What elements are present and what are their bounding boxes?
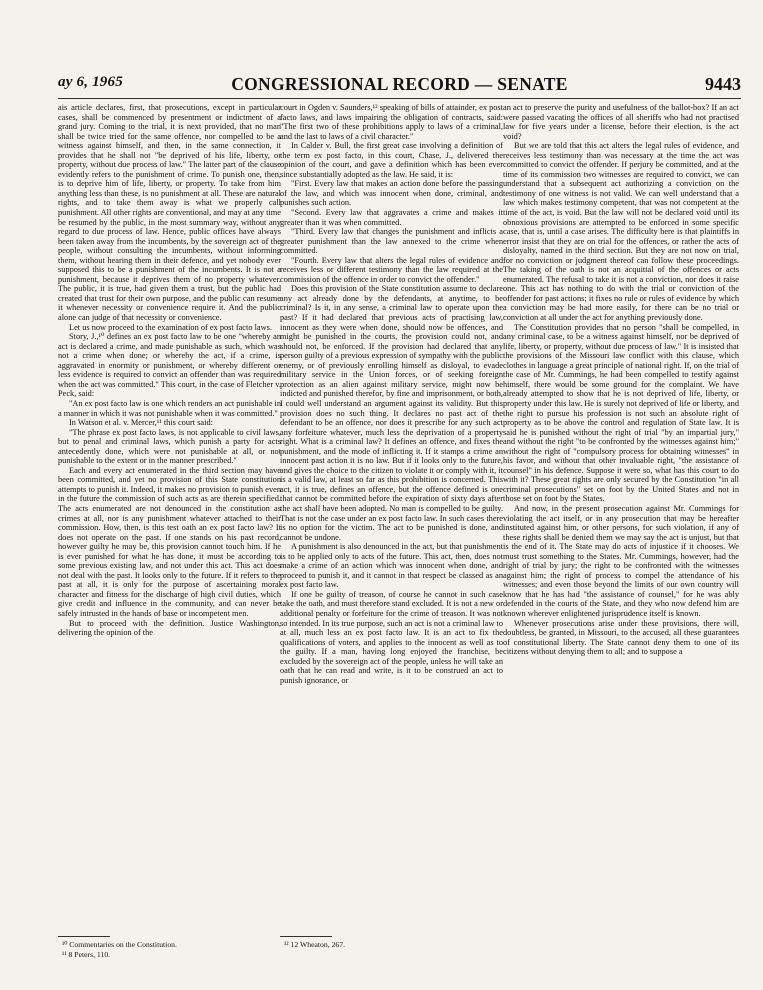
text-column-3: [503, 103, 739, 983]
footnote-10: ¹⁰ Commentaries on the Constitution.: [62, 940, 177, 949]
page-number: 9443: [705, 74, 741, 94]
header-rule: [58, 98, 741, 99]
paragraph: "First. Every law that makes an action done before the passing of the law, and which was innocent when done, criminal, and punishes such action.: [280, 179, 503, 208]
header-title: CONGRESSIONAL RECORD — SENATE: [231, 74, 568, 94]
paragraph: The Constitution provides that no person "shall be compelled, in any criminal case, to be a witness against himself, nor be deprived of life, liberty, or property, without due process of law." It is insisted that the provisions of the Missouri law conflict with this clause, which clothes in language a great principle of national right. If, on the trial of the case of Mr. Cummings, he had been compelled to testify against himself, there would be some ground for the complaint. We have already attempted to show that he is not deprived of life, liberty, or property under this law. He is surely not deprived of life or liberty, and the right to pursue his profession is not such an absolute right of property as to be above the control and regulation of State law. It is said he is punished without the right of trial "by an impartial jury," and without the right "to be confronted by the witnesses against him;" without the right of "compulsory process for obtaining witnesses" in his favor, and without that other invaluable right, "the assistance of counsel" in his defence. Suppose it were so, what has this court to do with it? These great rights are only secured by the Constitution "in all criminal prosecutions" set on foot by the United States and not in those set on foot by the States.: [503, 322, 739, 504]
paragraph: Story, J.,¹⁰ defines an ex post facto law to be one "whereby an act is declared a crime, and made punishable as such, which was not a crime when done; or whereby the act, if a crime, is aggravated in enormity or punishment, or whereby different or less evidence is required to convict an offender than was required when the act was committed." This court, in the case of Fletcher v. Peck, said:: [58, 332, 281, 399]
paragraph: "An ex post facto law is one which renders an act punishable in a manner in which it was not punishable when it was committed.": [58, 398, 281, 418]
running-head: [58, 74, 741, 96]
paragraph: ais article declares, first, that prosecutions, except in particular cases, shall be commenced by presentment or indictment of a grand jury. Coming to the trial, it is next provided, that no man shall be twice tried for the same offence, nor compelled to be a witness against himself, and then, in the same connection, it provides that he shall not "be deprived of his life, liberty, or property, without due process of law." The latter part of the clause evidently refers to the punishment of crime. To punish one, then, is to deprive him of life, liberty, or property. To take from him anything less than these, is no punishment at all. These are natural rights, and to take them away is what we properly call punishment. All other rights are conventional, and may at any time be resumed by the public, in the most summary way, without any regard to due process of law. Hence, public offices have always been taken away from the incumbents, by the sovereign act of the people, without consulting the incumbents, without informing them, without hearing them in their defence, and yet nobody ever supposed this to be a punishment of the incumbents. It is not a punishment, because it deprives them of no property whatever. The public, it is true, had given them a trust, but the public had created that trust for their own purpose, and the public can resume it whenever necessity or convenience require it. And the public alone can judge of that necessity or convenience.: [58, 103, 281, 323]
paragraph: Whenever prosecutions arise under these provisions, there will, doubtless, be granted, in Missouri, to the accused, all these guarantees of constitutional liberty. The State cannot deny them to one of its citizens without denying them to all; and to suppose a: [503, 618, 739, 657]
footnotes-column-2: [280, 936, 503, 950]
paragraph: "Third. Every law that changes the punishment and inflicts a greater punishment than the law annexed to the crime when committed.: [280, 227, 503, 256]
paragraph: In Calder v. Bull, the first great case involving a definition of the term ex post facto, in this court, Chase, J., delivered the opinion of the court, and gave a definition which has been ever since substantially adopted as the law. He said, it is:: [280, 141, 503, 179]
paragraph: "The phrase ex post facto laws, is not applicable to civil laws, but to penal and criminal laws, which punish a party for acts antecedently done, which were not punishable at all, or not punishable to the extent or in the manner prescribed.": [58, 427, 281, 466]
footnotes-column-1: [58, 936, 281, 959]
text-column-2: [280, 103, 503, 929]
paragraph: an act to preserve the purity and usefulness of the ballot-box? If an act were passed vacating the offices of all sheriffs who had not practised law for five years under a license, before their election, is the act void?: [503, 103, 739, 141]
paragraph: And now, in the present prosecution against Mr. Cummings for violating the act itself, or in any prosecution that may be hereafter instituted against him, or other persons, for such violation, if any of these rights shall be denied them we may say the act is unjust, but that is the end of it. The State may do acts of injustice if it chooses. We must trust something to the States. Mr. Cummings, however, had the right of trial by jury; the right to be confronted with the witnesses against him; the right of process to compel the attendance of his witnesses; and even those beyond the limits of our own country will know that he has had "the assistance of counsel," for he was ably defended in the courts of the State, and they who now defend him are known wherever enlightened jurisprudence itself is known.: [503, 503, 739, 618]
text-column-1: [58, 103, 281, 929]
paragraph: Let us now proceed to the examination of ex post facto laws.: [69, 322, 272, 332]
paragraph: Does this provision of the State constitution assume to declare any act already done by the defendants, at anytime, to be criminal? Is it, in any sense, a criminal law to operate upon the past? If it had declared that previous acts of practising law, innocent as they were when done, should now be offences, and might be punished in the courts, the provision could not, and should not, be enforced. If the provision had declared that any person guilty of a previous expression of sympathy with the public enemy, or of previously enrolling himself as disloyal, to evade military service in the Union forces, or of seeking foreign protection as an alien against military service, might now be indicted and punished therefor, by fine and imprisonment, or both, I could well understand an argument against its validity. But this provision does no such thing. It declares no past act of the defendant to be an offence, nor does it prescribe for any such act any forfeiture whatever, much less the deprivation of a property right. What is a criminal law? It defines an offence, and fixes the punishment, and the mode of inflicting it. If it stamps a crime an innocent past action it is no law. But if it looks only to the future, and gives the choice to the citizen to violate it or comply with it, it is a valid law, at least so far as this prohibition is concerned. This act, it is true, defines an offence, but the offence defined is one that cannot be committed before the expiration of sixty days after the act shall have been adopted. No man is compelled to be guilty. That is not the case under an ex post facto law. In such cases there is no option for the victim. The act to be punished is done, and cannot be undone.: [280, 284, 503, 542]
paragraph: If one be guilty of treason, of course he cannot in such case take the oath, and must therefore stand excluded. It is not a new or additional penalty or forfeiture for the crime of treason. It was not so intended. In its true purpose, such an act is not a criminal law to at all, much less an ex post facto law. It is an act to fix the qualifications of voters, and applies to the innocent as well as to the guilty. If a man, having long enjoyed the franchise, be excluded by the sovereign act of the people, unless he will take an oath that he can read and write, is it to be construed an act to punish ignorance, or: [280, 589, 503, 685]
paragraph: But to proceed with the definition. Justice Washington, delivering the opinion of the: [58, 618, 281, 638]
header-date: ay 6, 1965: [58, 74, 123, 90]
paragraph: court in Ogden v. Saunders,¹² speaking of bills of attainder, ex post facto laws, and laws impairing the obligation of contracts, said: "The first two of these prohibitions apply to laws of a criminal, and the last to laws of a civil character.": [280, 103, 503, 141]
footnote-rule: [58, 936, 110, 937]
paragraph: In Watson et al. v. Mercer,¹¹ this court said:: [69, 418, 213, 428]
footnote-12: ¹² 12 Wheaton, 267.: [284, 940, 346, 949]
paragraph: Each and every act enumerated in the third section may have been committed, and yet no provision of this State constitution attempts to punish it. Indeed, it makes no provision to punish even in the future the commission of such acts as are therein specified. The acts enumerated are not denounced in the constitution as crimes at all, nor is any punishment whatever attached to their commission. How, then, is this test oath an ex post facto law? It does not operate on the past. If one stands on his past record, however guilty he may be, this provision cannot touch him. If he is ever punished for what he has done, it must be according to some previous existing law, and not under this act. This act does not deal with the past. It looks only to the future. If it refers to the past at all, it is only for the purpose of ascertaining moral character and fitness for the discharge of high civil duties, which give credit and influence in the community, and can never be safely intrusted in the hands of base or incompetent men.: [58, 465, 281, 618]
paragraph: A punishment is also denounced in the act, but that punishment is to be applied only to acts of the future. This act, then, does not make a crime of an action which was innocent when done, and proceed to punish it, and it cannot in that respect be classed as an ex post facto law.: [280, 542, 503, 590]
paragraph: But we are told that this act alters the legal rules of evidence, and receives less testimony than was necessary at the time the act was committed to convict the offender. If perjury be committed, and at the time of its commission two witnesses are required to convict, we can understand that a subsequent act authorizing a conviction on the testimony of one witness is not valid. We can well understand that a law which makes testimony competent, that was not competent at the time of the act, is void. But the law will not be declared void until its obnoxious provisions are attempted to be enforced in some specific case, that is, until a case arises. The difficulty here is that plaintiffs in error insist that they are on trial for the offences, or rather the acts of disloyalty, named in the third section. But they are not now on trial, for no conviction or judgment thereof can follow these proceedings. The taking of the oath is not an acquittal of the offences or acts enumerated. The refusal to take it is not a conviction, nor does it raise one. This act has nothing to do with the trial or conviction of the offender for past actions; it fixes no rule or rules of evidence by which a conviction may be had more easily, for there can be no trial or conviction at all under the act for anything previously done.: [503, 141, 739, 323]
paragraph: "Fourth. Every law that alters the legal rules of evidence and receives less or different testimony than the law required at the commission of the offence in order to convict the offender.": [280, 255, 503, 284]
footnote-11: ¹¹ 8 Peters, 110.: [62, 949, 111, 959]
paragraph: "Second. Every law that aggravates a crime and makes it greater than it was when committed.: [280, 208, 503, 227]
footnote-rule: [280, 936, 332, 937]
